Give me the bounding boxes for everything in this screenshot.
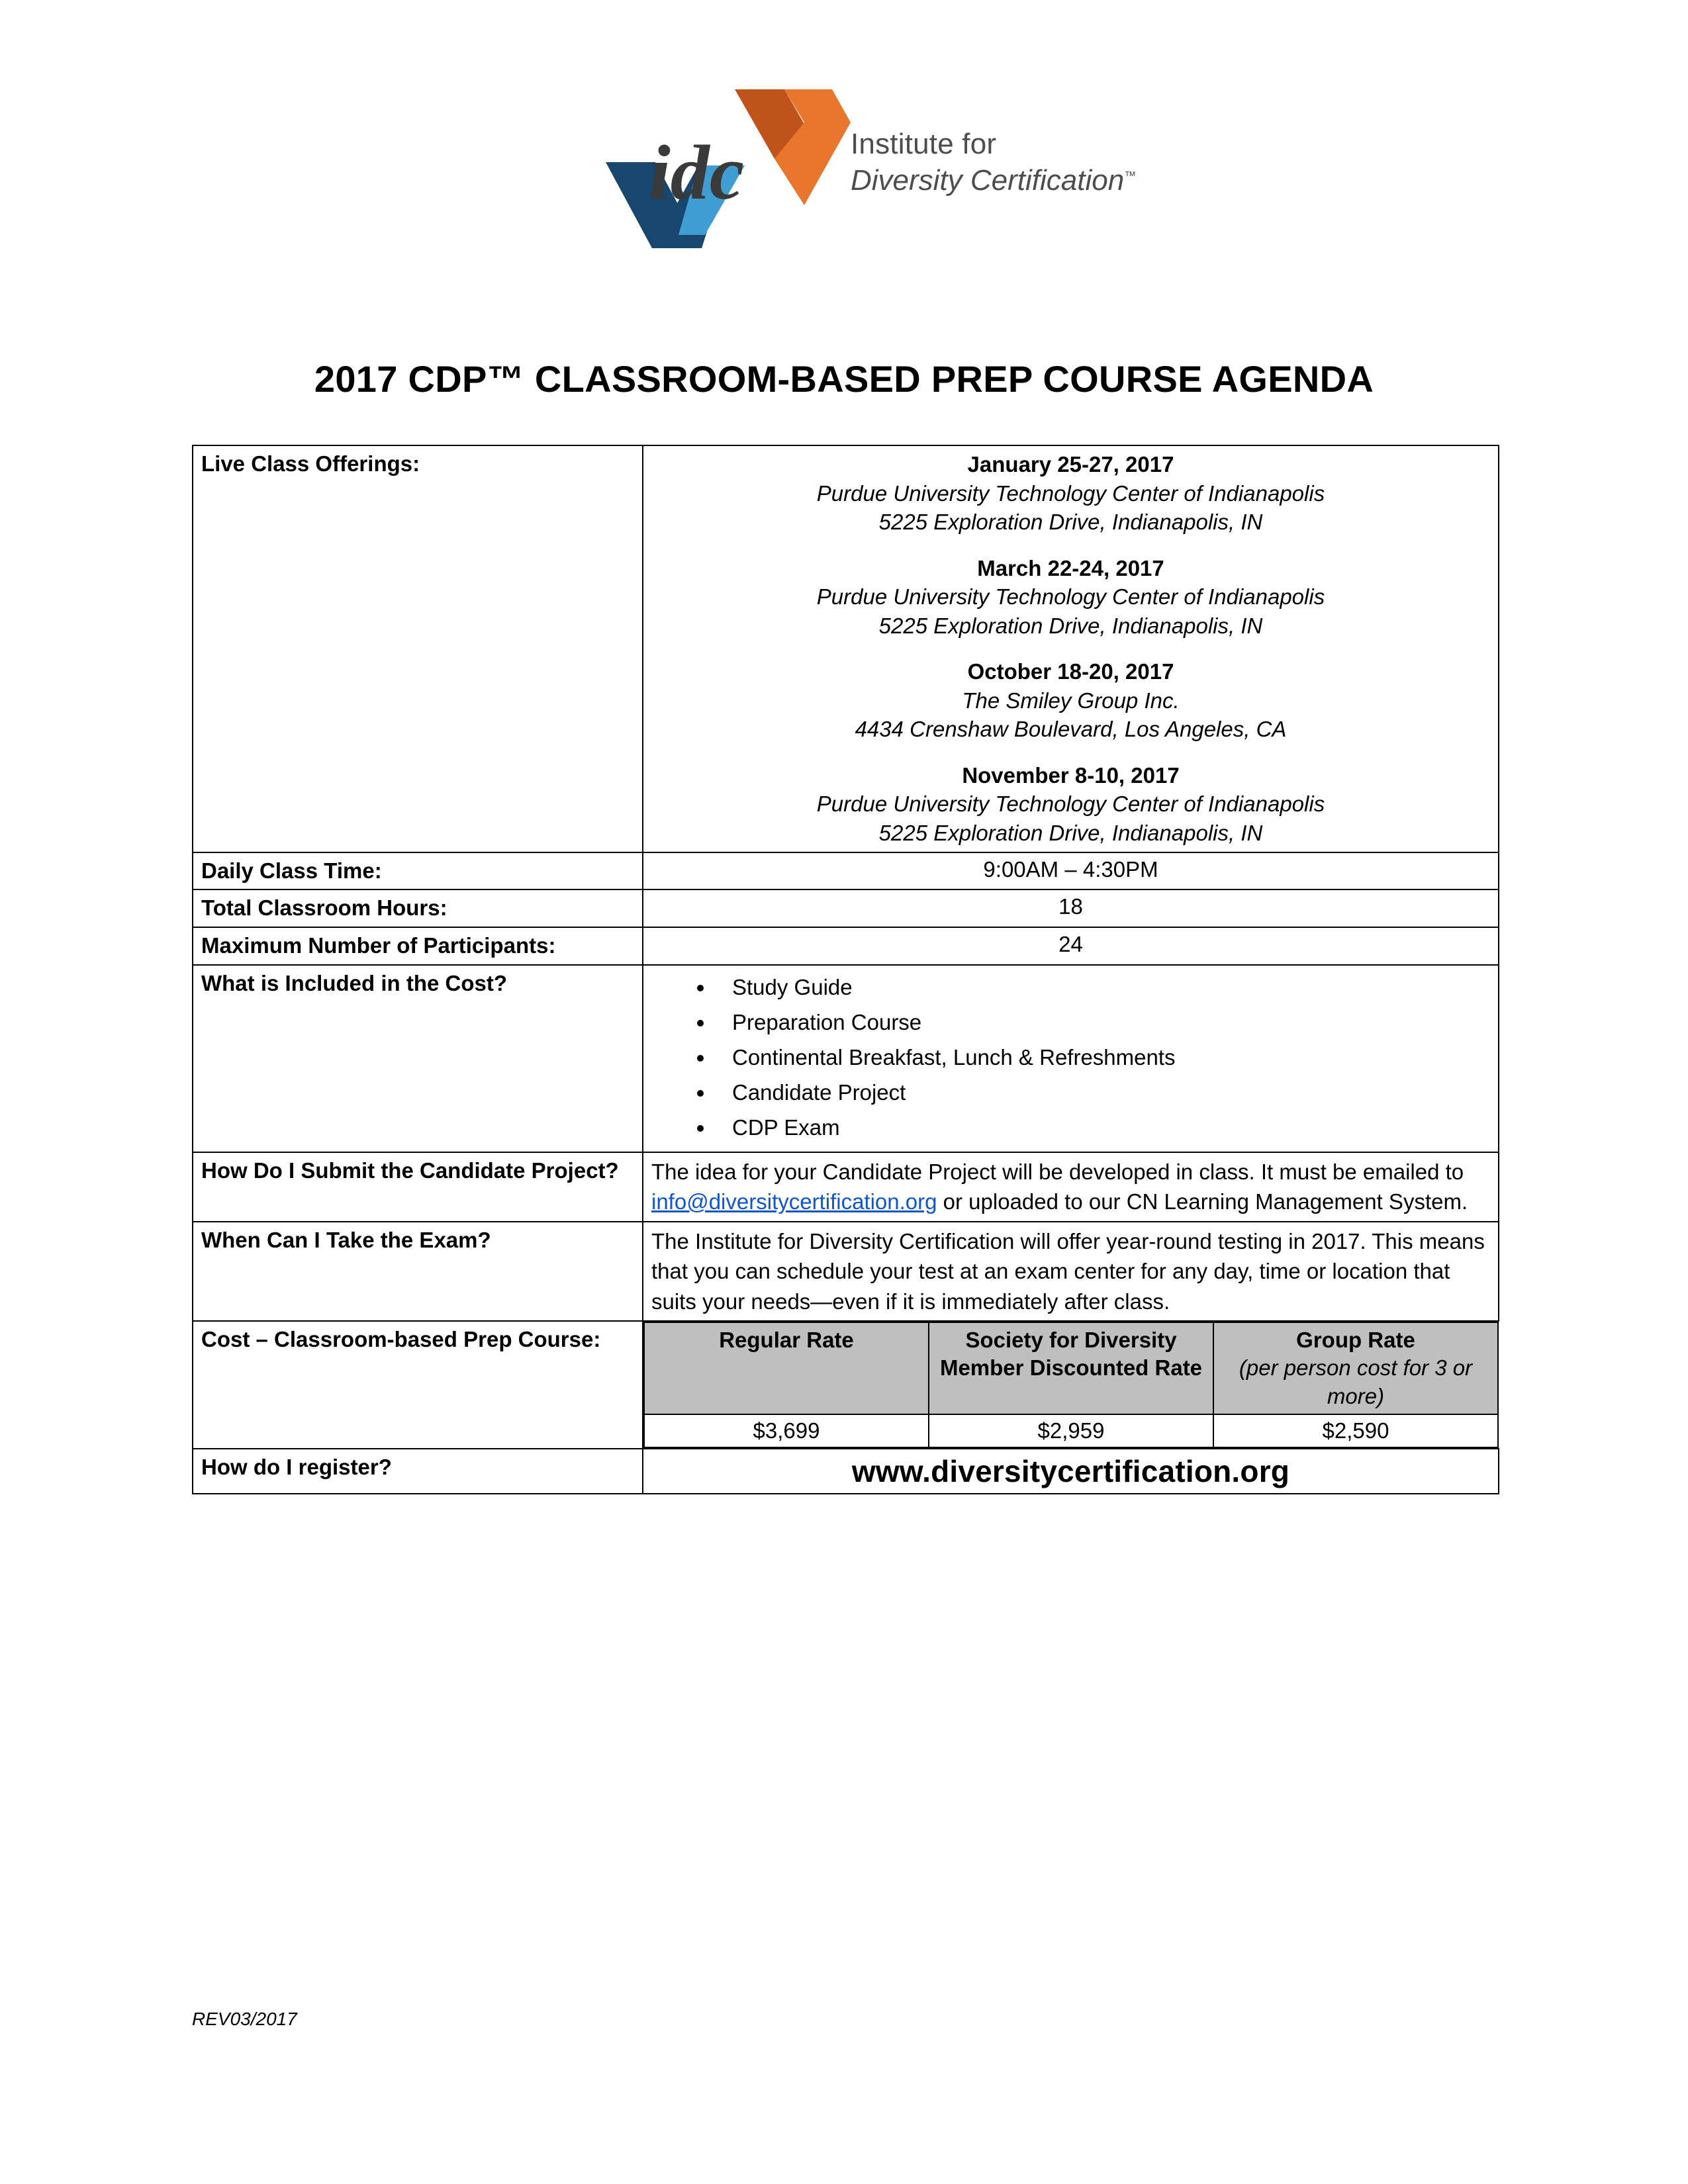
- offering-item: [651, 554, 1490, 641]
- value-cost: [643, 1321, 1499, 1449]
- agenda-table: [192, 445, 1499, 1494]
- table-row-max-participants: [193, 927, 1499, 965]
- table-row-register: [193, 1449, 1499, 1494]
- label-submit-candidate-project: How Do I Submit the Candidate Project?: [193, 1152, 643, 1222]
- svg-text:idc: idc: [649, 129, 745, 216]
- label-cost: Cost – Classroom-based Prep Course:: [193, 1321, 643, 1449]
- idc-logo: [586, 76, 1137, 281]
- label-how-do-i-register: How do I register?: [193, 1449, 643, 1494]
- value-submit-candidate-project: [643, 1152, 1499, 1222]
- offering-address: 4434 Crenshaw Boulevard, Los Angeles, CA: [855, 717, 1287, 742]
- rate-header-regular: Regular Rate: [644, 1322, 929, 1414]
- label-what-is-included: What is Included in the Cost?: [193, 965, 643, 1152]
- revision-footer: REV03/2017: [192, 2009, 297, 2029]
- label-when-take-exam: When Can I Take the Exam?: [193, 1222, 643, 1322]
- list-item: • Preparation Course: [715, 1007, 1490, 1038]
- logo-tm: ™: [1124, 169, 1137, 183]
- spacer: [651, 744, 1490, 761]
- submit-text-after: or uploaded to our CN Learning Management System.: [937, 1189, 1468, 1214]
- label-max-participants: Maximum Number of Participants:: [193, 927, 643, 965]
- offering-item: [651, 657, 1490, 744]
- table-row-included: [193, 965, 1499, 1152]
- label-total-classroom-hours: Total Classroom Hours:: [193, 889, 643, 927]
- offering-date: October 18-20, 2017: [967, 659, 1174, 684]
- idc-logo-text: [851, 126, 1137, 199]
- offering-item: [651, 761, 1490, 848]
- rate-header-group-title: Group Rate: [1296, 1328, 1415, 1353]
- rate-value-regular: $3,699: [644, 1414, 929, 1447]
- value-daily-class-time: 9:00AM – 4:30PM: [643, 852, 1499, 890]
- table-row-submit-project: [193, 1152, 1499, 1222]
- rates-value-row: [644, 1414, 1498, 1447]
- rates-header-row: [644, 1322, 1498, 1414]
- offering-date: November 8-10, 2017: [962, 762, 1180, 788]
- offering-venue: Purdue University Technology Center of Indianapolis: [816, 792, 1325, 817]
- value-what-is-included: [643, 965, 1499, 1152]
- offering-date: January 25-27, 2017: [967, 452, 1174, 477]
- page-title: 2017 CDP™ CLASSROOM-BASED PREP COURSE AGENDA: [314, 358, 1374, 400]
- spacer: [651, 537, 1490, 554]
- offering-item: [651, 450, 1490, 537]
- rates-table: [643, 1322, 1499, 1448]
- table-row-daily-time: [193, 852, 1499, 890]
- logo-line-2: [851, 162, 1137, 199]
- value-total-classroom-hours: 18: [643, 889, 1499, 927]
- value-live-class-offerings: [643, 445, 1499, 852]
- list-item: • CDP Exam: [715, 1113, 1490, 1144]
- included-list: [651, 972, 1490, 1143]
- value-when-take-exam: The Institute for Diversity Certification will offer year-round testing in 2017. This means that you can schedule your test at an exam center for any day, time or location that suits your needs—even if it is immediately after class.: [643, 1222, 1499, 1322]
- value-register-website[interactable]: www.diversitycertification.org: [643, 1449, 1499, 1494]
- rate-header-member: Society for Diversity Member Discounted Rate: [929, 1322, 1213, 1414]
- rate-value-group: $2,590: [1213, 1414, 1498, 1447]
- table-row-total-hours: [193, 889, 1499, 927]
- table-row-offerings: [193, 445, 1499, 852]
- idc-logo-mark: [586, 83, 851, 281]
- offering-address: 5225 Exploration Drive, Indianapolis, IN: [878, 821, 1263, 846]
- logo-line-1: Institute for: [851, 128, 997, 160]
- list-item: • Continental Breakfast, Lunch & Refreshments: [715, 1042, 1490, 1073]
- list-item: • Study Guide: [715, 972, 1490, 1003]
- offering-date: March 22-24, 2017: [977, 555, 1164, 580]
- offering-venue: Purdue University Technology Center of Indianapolis: [816, 480, 1325, 506]
- label-live-class-offerings: Live Class Offerings:: [193, 445, 643, 852]
- offering-address: 5225 Exploration Drive, Indianapolis, IN: [878, 510, 1263, 535]
- offering-venue: Purdue University Technology Center of Indianapolis: [816, 584, 1325, 610]
- table-row-exam-timing: [193, 1222, 1499, 1322]
- submit-text-before: The idea for your Candidate Project will be developed in class. It must be emailed to: [651, 1159, 1464, 1184]
- rate-value-member: $2,959: [929, 1414, 1213, 1447]
- logo-line-2-text: Diversity Certification: [851, 164, 1125, 197]
- rate-header-group-subtitle: (per person cost for 3 or more): [1239, 1355, 1473, 1408]
- table-row-cost: [193, 1321, 1499, 1449]
- value-max-participants: 24: [643, 927, 1499, 965]
- spacer: [651, 640, 1490, 657]
- offering-venue: The Smiley Group Inc.: [962, 688, 1180, 713]
- list-item: • Candidate Project: [715, 1077, 1490, 1109]
- rate-header-group: [1213, 1322, 1498, 1414]
- label-daily-class-time: Daily Class Time:: [193, 852, 643, 890]
- offering-address: 5225 Exploration Drive, Indianapolis, IN: [878, 613, 1263, 638]
- email-link[interactable]: info@diversitycertification.org: [651, 1189, 937, 1214]
